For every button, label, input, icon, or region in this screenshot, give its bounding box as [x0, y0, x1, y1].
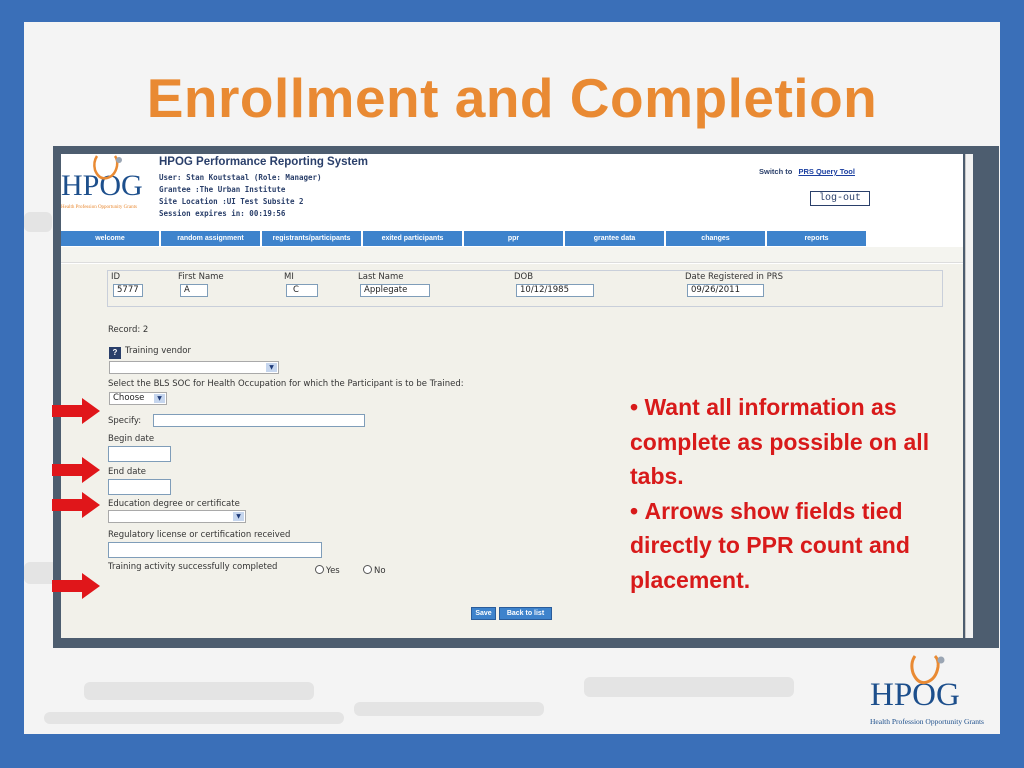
training-vendor-select[interactable]	[109, 361, 279, 374]
tab-grantee-data[interactable]: grantee data	[565, 231, 664, 246]
tab-ppr[interactable]: ppr	[464, 231, 563, 246]
stethoscope-icon	[908, 653, 946, 695]
tab-random-assignment[interactable]: random assignment	[161, 231, 260, 246]
education-select[interactable]	[108, 510, 246, 523]
tab-registrants-participants[interactable]: registrants/participants	[262, 231, 361, 246]
tab-welcome[interactable]: welcome	[61, 231, 159, 246]
radio-no-label: No	[374, 566, 386, 576]
stethoscope-icon	[91, 154, 125, 190]
education-label: Education degree or certificate	[108, 499, 240, 509]
chevron-down-icon: ▼	[266, 363, 277, 372]
system-title: HPOG Performance Reporting System	[159, 156, 368, 168]
date-registered-field[interactable]: 09/26/2011	[687, 284, 764, 297]
tab-changes[interactable]: changes	[666, 231, 765, 246]
background-decoration	[84, 682, 314, 700]
soc-select[interactable]	[109, 392, 167, 405]
help-icon[interactable]: ?	[109, 347, 121, 359]
prs-query-tool-link[interactable]: PRS Query Tool	[798, 167, 855, 176]
mi-label: MI	[284, 272, 294, 282]
dob-field[interactable]: 10/12/1985	[516, 284, 594, 297]
chevron-down-icon: ▼	[233, 512, 244, 521]
scrollbar[interactable]	[965, 154, 973, 638]
bullet-item: • Arrows show fields tied directly to PPR count and placement.	[630, 497, 910, 593]
slide-title: Enrollment and Completion	[146, 67, 878, 129]
last-name-field[interactable]: Applegate	[360, 284, 430, 297]
begin-date-input[interactable]	[108, 446, 171, 462]
first-name-label: First Name	[178, 272, 224, 282]
app-header	[61, 154, 963, 226]
session-timer: Session expires in: 00:19:56	[159, 209, 286, 218]
dob-label: DOB	[514, 272, 534, 282]
save-button[interactable]: Save	[471, 607, 496, 620]
radio-yes-label: Yes	[326, 566, 340, 576]
slide	[24, 22, 1000, 734]
right-arrow-icon	[52, 457, 100, 483]
tab-exited-participants[interactable]: exited participants	[363, 231, 462, 246]
footer-logo-tagline: Health Profession Opportunity Grants	[870, 717, 984, 726]
hpog-footer-logo	[870, 649, 990, 729]
training-completed-label: Training activity successfully completed	[108, 562, 278, 572]
back-to-list-button[interactable]: Back to list	[499, 607, 552, 620]
id-field[interactable]: 5777	[113, 284, 143, 297]
id-label: ID	[111, 272, 121, 282]
mi-field[interactable]: C	[286, 284, 318, 297]
first-name-field[interactable]: A	[180, 284, 208, 297]
bullet-text: Want all information as complete as possible on all tabs.	[630, 394, 930, 490]
begin-date-label: Begin date	[108, 434, 155, 444]
soc-value: Choose	[113, 393, 145, 403]
sub-nav-band	[61, 247, 963, 263]
right-arrow-icon	[52, 573, 100, 599]
right-arrow-icon	[52, 492, 100, 518]
nav-tabs	[61, 231, 868, 246]
license-label: Regulatory license or certification received	[108, 530, 291, 540]
bullet-item: • Want all information as complete as possible on all tabs.	[630, 394, 930, 490]
bullet-text: Arrows show fields tied directly to PPR count and placement.	[630, 497, 910, 593]
soc-label: Select the BLS SOC for Health Occupation for which the Participant is to be Trained:	[108, 379, 464, 389]
user-info: User: Stan Koutstaal (Role: Manager)	[159, 173, 322, 182]
radio-yes[interactable]	[315, 565, 324, 574]
end-date-input[interactable]	[108, 479, 171, 495]
date-registered-label: Date Registered in PRS	[685, 272, 784, 282]
license-input[interactable]	[108, 542, 322, 558]
radio-no[interactable]	[363, 565, 372, 574]
background-decoration	[44, 712, 344, 724]
last-name-label: Last Name	[358, 272, 404, 282]
footer-logo-text: HPOG	[870, 677, 960, 713]
participant-summary	[107, 270, 943, 307]
specify-input[interactable]	[153, 414, 365, 427]
slide-bullets	[630, 390, 960, 598]
grantee-info: Grantee :The Urban Institute	[159, 185, 286, 194]
logo-text: HPOG	[61, 169, 143, 202]
logout-button[interactable]: log-out	[810, 191, 870, 206]
logo-tagline: Health Profession Opportunity Grants	[61, 205, 137, 210]
background-decoration	[24, 212, 52, 232]
background-decoration	[584, 677, 794, 697]
switch-tool	[759, 167, 855, 176]
end-date-label: End date	[108, 467, 147, 477]
chevron-down-icon: ▼	[154, 394, 165, 403]
training-vendor-label: Training vendor	[125, 346, 191, 356]
site-location-info: Site Location :UI Test Subsite 2	[159, 197, 304, 206]
specify-label: Specify:	[108, 416, 142, 426]
tab-reports[interactable]: reports	[767, 231, 866, 246]
switch-label: Switch to	[759, 167, 793, 176]
background-decoration	[354, 702, 544, 716]
right-arrow-icon	[52, 398, 100, 424]
record-indicator: Record: 2	[108, 325, 149, 335]
